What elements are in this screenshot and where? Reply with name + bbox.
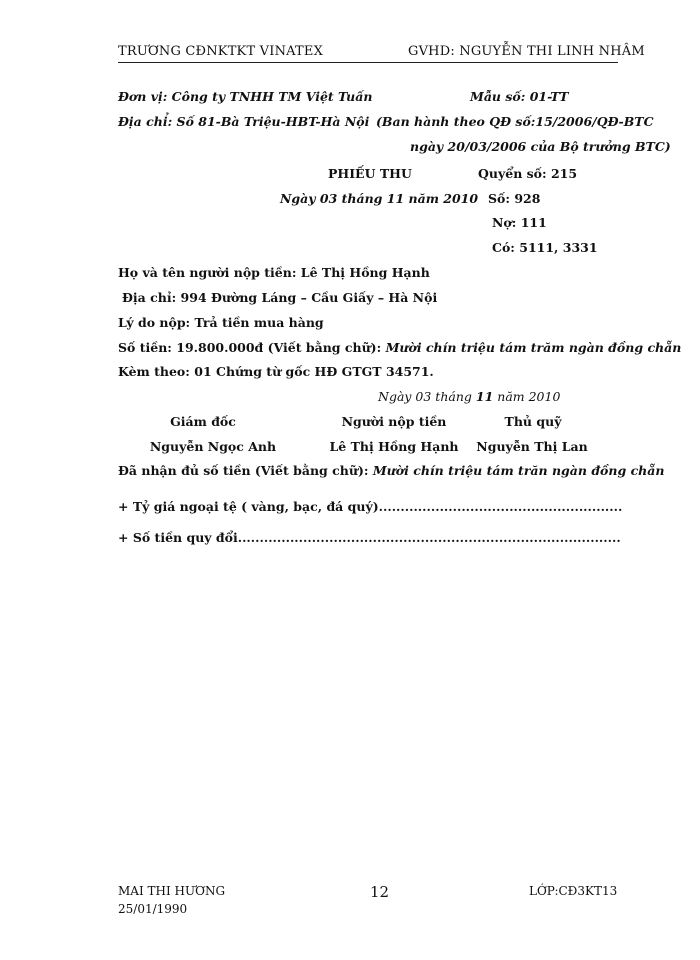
amount-words-label: (Viết bằng chữ): [267,340,382,355]
payer-label: Họ và tên người nộp tiền: [118,265,297,280]
signing-date-month: 11 [475,389,494,404]
reason-label: Lý do nộp: [118,315,191,330]
reason-value: Trả tiền mua hàng [194,315,324,330]
fx-rate-line: + Tỷ giá ngoại tệ ( vàng, bạc, đá quý)........................................................ [118,499,623,514]
unit-name: Đơn vị: Công ty TNHH TM Việt Tuấn [118,89,373,104]
credit-account: Có: 5111, 3331 [492,240,598,255]
attachment-label: Kèm theo: [118,364,190,379]
signer-role-director: Giám đốc [170,414,236,429]
header-advisor: GVHD: NGUYỄN THI LINH NHÂM [408,44,645,59]
reason-row [118,315,324,330]
form-issued-by: (Ban hành theo QĐ số:15/2006/QĐ-BTC [376,114,654,129]
receipt-title: PHIẾU THU [328,166,412,181]
signer-role-payer: Người nộp tiền [341,414,447,429]
footer-author: MAI THI HƯƠNG [118,884,226,898]
received-label: Đã nhận đủ số tiền (Viết bằng chữ): [118,463,369,478]
attachment-row [118,364,434,379]
receipt-number: Số: 928 [488,191,541,206]
page-number: 12 [370,883,390,901]
amount-row [118,340,681,355]
signer-name-payer: Lê Thị Hồng Hạnh [329,439,459,454]
address-row [122,290,437,305]
received-row [118,463,664,478]
form-issued-date: ngày 20/03/2006 của Bộ trưởng BTC) [410,139,671,154]
footer-dob: 25/01/1990 [118,902,188,916]
form-number: Mẫu số: 01-TT [470,89,569,104]
payer-value: Lê Thị Hồng Hạnh [300,265,430,280]
signing-date-pre: Ngày 03 tháng [378,389,472,404]
amount-label: Số tiền: [118,340,172,355]
book-number: Quyển số: 215 [478,166,578,181]
address-value: 994 Đường Láng – Cầu Giấy – Hà Nội [180,290,438,305]
signer-name-director: Nguyễn Ngọc Anh [149,439,277,454]
header-school: TRƯƠNG CĐNKTKT VINATEX [118,44,324,59]
unit-address: Địa chỉ: Số 81-Bà Triệu-HBT-Hà Nội [118,114,370,129]
converted-amount-line: + Số tiền quy đổi........................................................................................ [118,530,621,545]
receipt-date: Ngày 03 tháng 11 năm 2010 [280,191,479,206]
payer-row [118,265,430,280]
address-label: Địa chỉ: [122,290,177,305]
amount-value: 19.800.000đ [176,340,264,355]
signer-role-cashier: Thủ quỹ [504,414,562,429]
signing-date-post: năm 2010 [497,389,561,404]
signer-name-cashier: Nguyễn Thị Lan [476,439,588,454]
footer-class: LỚP:CĐ3KT13 [529,884,618,898]
debit-account: Nợ: 111 [492,215,547,230]
amount-words: Mười chín triệu tám trăm ngàn đồng chẵn [385,340,682,355]
signing-date [378,389,560,404]
attachment-value: 01 Chứng từ gốc HĐ GTGT 34571. [194,364,434,379]
received-words: Mười chín triệu tám trăn ngàn đồng chẵn [372,463,665,478]
header-divider [118,62,618,63]
